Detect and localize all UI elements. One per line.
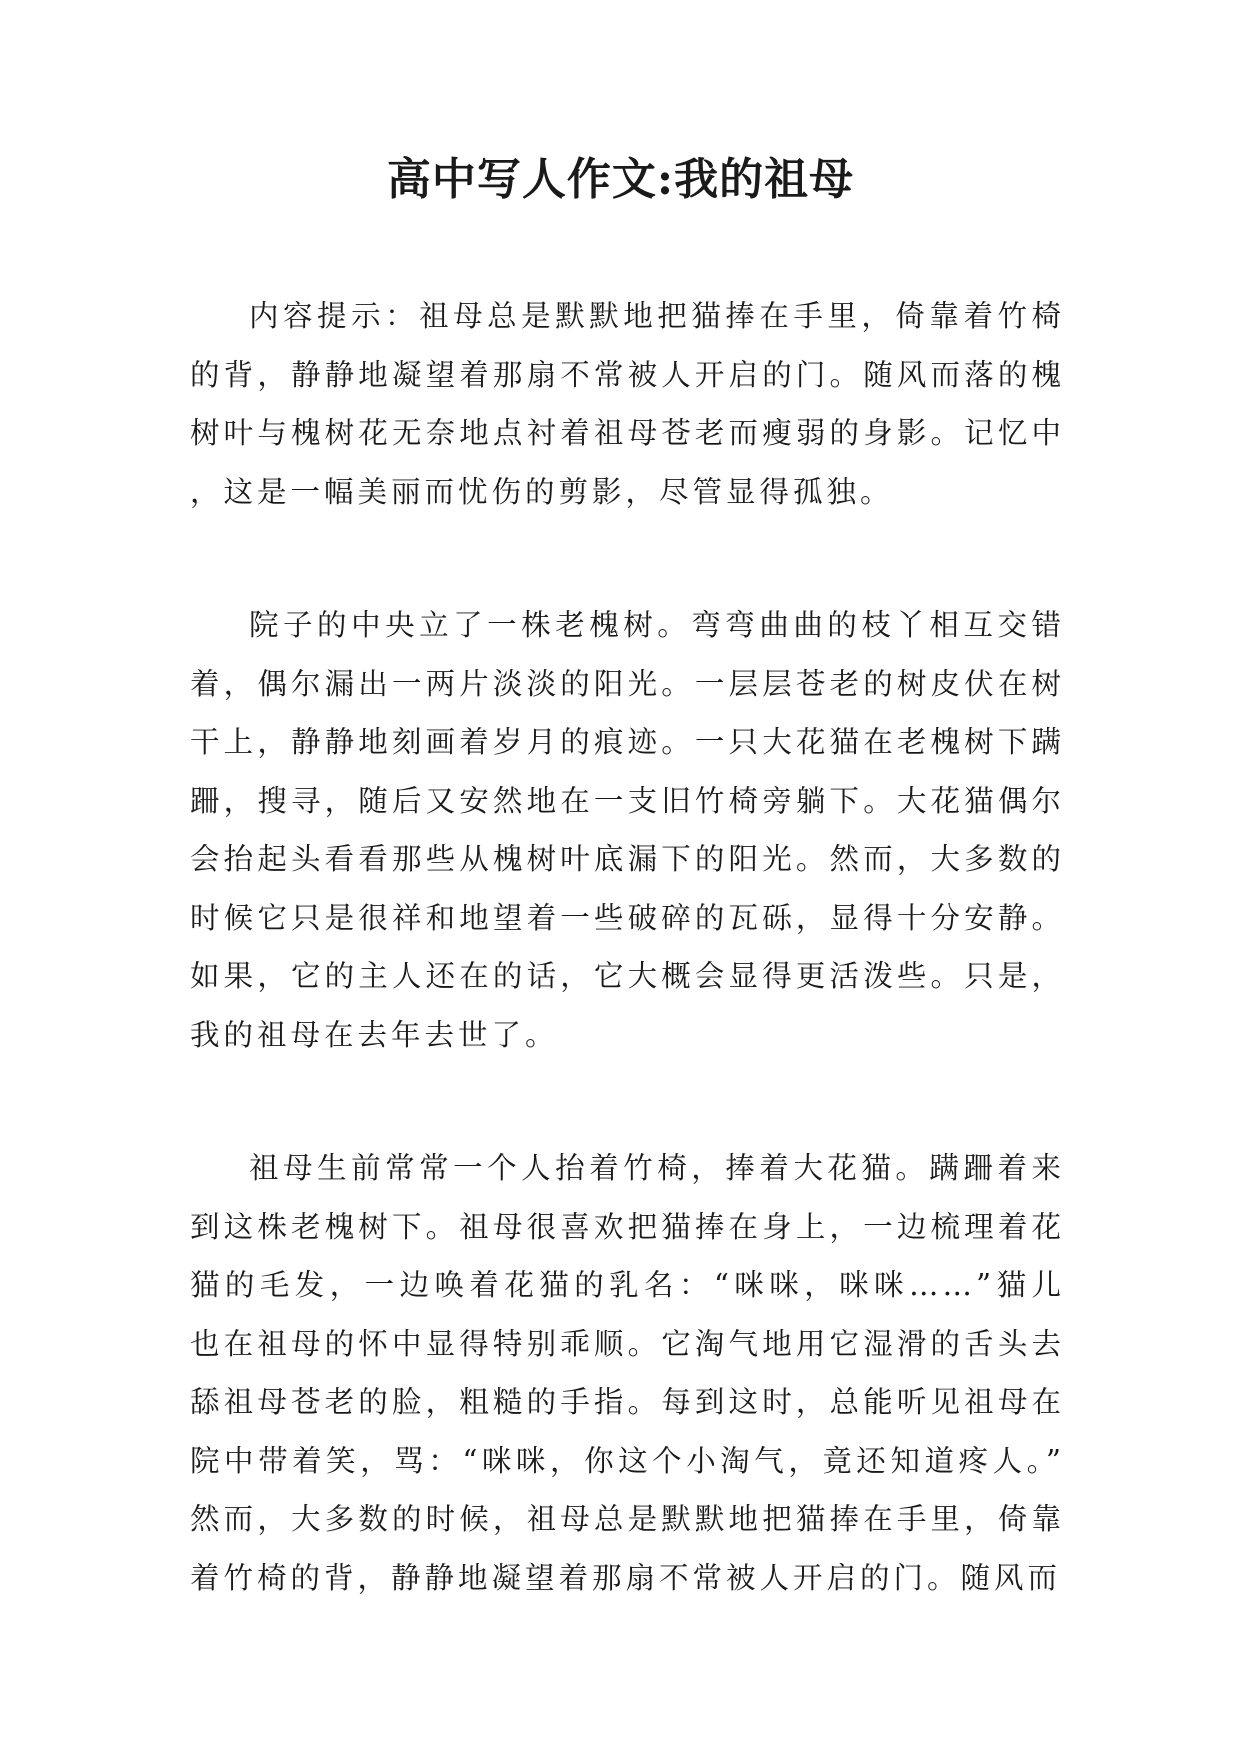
paragraph-grandmother: 祖母生前常常一个人抬着竹椅，捧着大花猫。蹒跚着来到这株老槐树下。祖母很喜欢把猫捧在身上，一边梳理着花猫的毛发，一边唤着花猫的乳名：“咪咪，咪咪……”猫儿也在祖母的怀中显得特别乖顺。它淘气地用它湿滑的舌头去舔祖母苍老的脸，粗糙的手指。每到这时，总能听见祖母在院中带着笑，骂：“咪咪，你这个小淘气，竟还知道疼人。”然而，大多数的时候，祖母总是默默地把猫捧在手里，倚靠着竹椅的背，静静地凝望着那扇不常被人开启的门。随风而: [190, 1151, 1065, 1595]
paragraph-summary: 内容提示：祖母总是默默地把猫捧在手里，倚靠着竹椅的背，静静地凝望着那扇不常被人开启的门。随风而落的槐树叶与槐树花无奈地点衬着祖母苍老而瘦弱的身影。记忆中，这是一幅美丽而忧伤的剪影，尽管显得孤独。: [190, 299, 1065, 509]
document-title: 高中写人作文:我的祖母: [386, 154, 855, 205]
paragraph-courtyard: 院子的中央立了一株老槐树。弯弯曲曲的枝丫相互交错着，偶尔漏出一两片淡淡的阳光。一层层苍老的树皮伏在树干上，静静地刻画着岁月的痕迹。一只大花猫在老槐树下蹒跚，搜寻，随后又安然地在一支旧竹椅旁躺下。大花猫偶尔会抬起头看看那些从槐树叶底漏下的阳光。然而，大多数的时候它只是很祥和地望着一些破碎的瓦砾，显得十分安静。如果，它的主人还在的话，它大概会显得更活泼些。只是，我的祖母在去年去世了。: [190, 608, 1065, 1052]
document-body: [190, 287, 1065, 1607]
